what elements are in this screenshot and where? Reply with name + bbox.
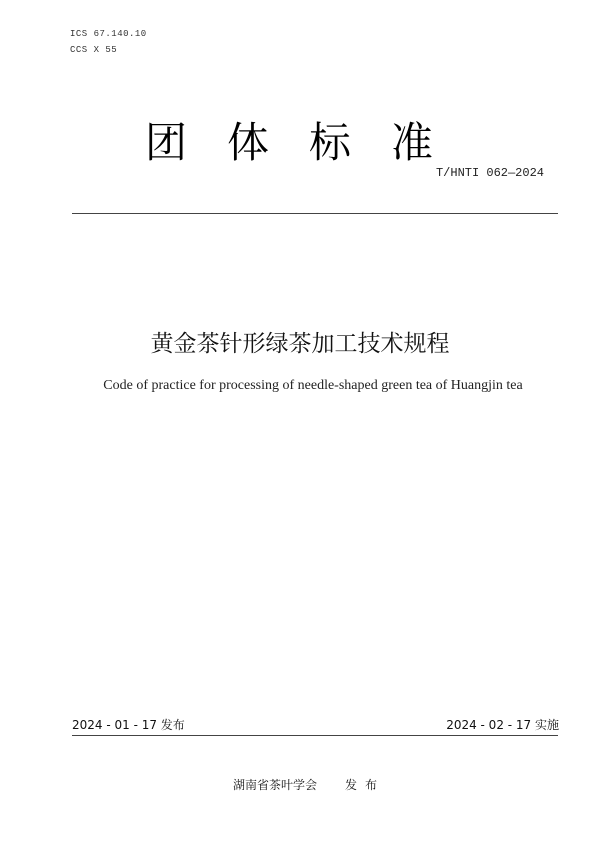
top-divider bbox=[72, 213, 558, 214]
standard-number: T/HNTI 062—2024 bbox=[435, 166, 544, 180]
publisher-name: 湖南省茶叶学会 bbox=[232, 778, 317, 792]
ccs-code: CCS X 55 bbox=[70, 45, 118, 55]
bottom-divider bbox=[72, 735, 558, 736]
document-title-chinese: 黄金茶针形绿茶加工技术规程 bbox=[150, 331, 450, 357]
document-title-english: Code of practice for processing of needle-shaped green tea of Huangjin tea bbox=[103, 378, 523, 393]
ics-code: ICS 67.140.10 bbox=[70, 29, 147, 39]
publisher-line bbox=[0, 776, 600, 793]
publisher-action: 发布 bbox=[345, 778, 386, 792]
implementation-date: 2024 - 02 - 17 实施 bbox=[446, 718, 559, 732]
issue-date: 2024 - 01 - 17 发布 bbox=[72, 718, 185, 732]
standard-type-heading: 团体标准 bbox=[144, 118, 473, 167]
